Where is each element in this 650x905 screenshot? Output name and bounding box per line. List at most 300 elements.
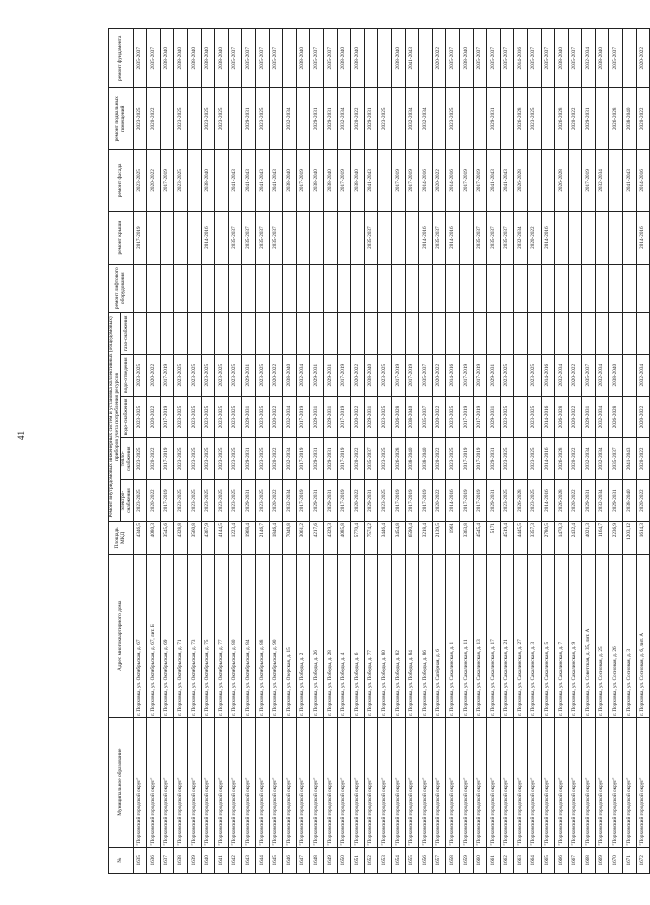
- foundation-cell: 2038-2040: [351, 29, 365, 89]
- foundation-cell: 2035-2037: [473, 29, 487, 89]
- vodo-cell: 2029-2031: [582, 396, 596, 438]
- address-cell: г. Порховка, ул. Сакалинская, д. 9: [568, 554, 582, 717]
- vodo-cell: 2023-2025: [378, 396, 392, 438]
- table-row: [432, 29, 446, 874]
- vodo-cell: 2020-2022: [269, 396, 283, 438]
- foundation-cell: [623, 29, 637, 89]
- address-cell: г. Порховка, ул. Октябрьская, д. 67: [133, 554, 147, 717]
- table-row: [514, 29, 528, 874]
- facade-cell: 2020-2022: [147, 150, 161, 212]
- foundation-cell: 2038-2040: [188, 29, 202, 89]
- lift-cell: [160, 264, 174, 312]
- address-cell: г. Порховка, ул. Октябрьская, д. 90: [269, 554, 283, 717]
- roof-cell: [188, 211, 202, 264]
- electro-cell: 2029-2031: [487, 480, 501, 522]
- teplo-cell: 2029-2031: [487, 438, 501, 480]
- address-cell: г. Порховка, ул. Сакалинская, д. 3: [527, 554, 541, 717]
- basement-cell: [296, 88, 310, 150]
- area-cell: 4519,4: [500, 521, 514, 554]
- foundation-cell: 2038-2040: [215, 29, 229, 89]
- header-roof: ремонт крыши: [109, 211, 134, 264]
- area-cell: 4217,6: [310, 521, 324, 554]
- vodo-cell: [514, 396, 528, 438]
- vodootv-cell: 2014-2016: [541, 354, 555, 396]
- rotated-table-container: [108, 28, 646, 874]
- roof-cell: [283, 211, 297, 264]
- teplo-cell: 2023-2025: [256, 438, 270, 480]
- address-cell: г. Порховка, ул. Октябрьская, д. 69: [160, 554, 174, 717]
- vodootv-cell: 2017-2019: [473, 354, 487, 396]
- facade-cell: 2014-2016: [636, 150, 650, 212]
- teplo-cell: 2023-2025: [228, 438, 242, 480]
- teplo-cell: 2032-2034: [283, 438, 297, 480]
- lift-cell: [500, 264, 514, 312]
- teplo-cell: 2023-2025: [378, 438, 392, 480]
- vodo-cell: 2023-2025: [500, 396, 514, 438]
- area-cell: 4080,3: [147, 521, 161, 554]
- electro-cell: 2029-2031: [609, 480, 623, 522]
- facade-cell: 2041-2043: [500, 150, 514, 212]
- table-row: [500, 29, 514, 874]
- lift-cell: [595, 264, 609, 312]
- address-cell: г. Порховка, ул. Октябрьская, д. 80: [228, 554, 242, 717]
- facade-cell: 2041-2043: [364, 150, 378, 212]
- electro-cell: 2023-2025: [228, 480, 242, 522]
- foundation-cell: [364, 29, 378, 89]
- foundation-cell: [419, 29, 433, 89]
- vodootv-cell: 2020-2022: [351, 354, 365, 396]
- lift-cell: [541, 264, 555, 312]
- basement-cell: 2020-2022: [147, 88, 161, 150]
- gazo-cell: [201, 312, 215, 354]
- municipality-cell: "Порховский городской округ": [351, 717, 365, 847]
- area-cell: 4545,4: [473, 521, 487, 554]
- roof-cell: 2035-2037: [432, 211, 446, 264]
- facade-cell: 2023-2025: [174, 150, 188, 212]
- teplo-cell: 2017-2019: [337, 438, 351, 480]
- facade-cell: 2017-2019: [459, 150, 473, 212]
- address-cell: г. Порховка, ул. Победы, д. 26: [310, 554, 324, 717]
- teplo-cell: 2020-2022: [636, 438, 650, 480]
- facade-cell: 2038-2040: [283, 150, 297, 212]
- lift-cell: [174, 264, 188, 312]
- roof-cell: 2014-2016: [419, 211, 433, 264]
- lift-cell: [473, 264, 487, 312]
- foundation-cell: 2035-2037: [256, 29, 270, 89]
- area-cell: 5171: [487, 521, 501, 554]
- facade-cell: [541, 150, 555, 212]
- row-number: 1665: [541, 847, 555, 873]
- row-number: 1668: [582, 847, 596, 873]
- area-cell: 3218,4: [419, 521, 433, 554]
- address-cell: г. Порховка, ул. Победы, д. 84: [405, 554, 419, 717]
- area-cell: 4346,5: [133, 521, 147, 554]
- table-row: [174, 29, 188, 874]
- row-number: 1671: [623, 847, 637, 873]
- gazo-cell: [568, 312, 582, 354]
- electro-cell: 2017-2019: [459, 480, 473, 522]
- municipality-cell: "Порховский городской округ": [174, 717, 188, 847]
- gazo-cell: [636, 312, 650, 354]
- facade-cell: 2041-2043: [487, 150, 501, 212]
- table-row: [487, 29, 501, 874]
- electro-cell: 2023-2025: [256, 480, 270, 522]
- roof-cell: [160, 211, 174, 264]
- teplo-cell: 2020-2022: [269, 438, 283, 480]
- address-cell: г. Порховка, ул. Октябрьская, д. 71: [174, 554, 188, 717]
- vodo-cell: 2023-2025: [201, 396, 215, 438]
- municipality-cell: "Порховский городской округ": [541, 717, 555, 847]
- vodootv-cell: [514, 354, 528, 396]
- area-cell: 4085,8: [337, 521, 351, 554]
- roof-cell: [296, 211, 310, 264]
- vodootv-cell: 2020-2022: [269, 354, 283, 396]
- municipality-cell: "Порховский городской округ": [487, 717, 501, 847]
- electro-cell: 2038-2040: [623, 480, 637, 522]
- basement-cell: [391, 88, 405, 150]
- row-number: 1661: [487, 847, 501, 873]
- area-cell: 5770,4: [351, 521, 365, 554]
- teplo-cell: 2032-2034: [595, 438, 609, 480]
- row-number: 1654: [391, 847, 405, 873]
- facade-cell: 2041-2043: [256, 150, 270, 212]
- row-number: 1638: [174, 847, 188, 873]
- teplo-cell: 2014-2016: [541, 438, 555, 480]
- foundation-cell: 2035-2037: [310, 29, 324, 89]
- foundation-cell: 2035-2037: [228, 29, 242, 89]
- vodo-cell: 2023-2025: [188, 396, 202, 438]
- teplo-cell: 2023-2025: [174, 438, 188, 480]
- row-number: 1663: [514, 847, 528, 873]
- gazo-cell: [446, 312, 460, 354]
- area-cell: 3446,4: [378, 521, 392, 554]
- roof-cell: 2017-2019: [133, 211, 147, 264]
- table-row: [160, 29, 174, 874]
- municipality-cell: "Порховский городской округ": [623, 717, 637, 847]
- area-cell: 1961: [446, 521, 460, 554]
- foundation-cell: [378, 29, 392, 89]
- lift-cell: [432, 264, 446, 312]
- basement-cell: 2026-2028: [555, 88, 569, 150]
- basement-cell: 2032-2034: [337, 88, 351, 150]
- electro-cell: 2017-2019: [337, 480, 351, 522]
- gazo-cell: [215, 312, 229, 354]
- lift-cell: [419, 264, 433, 312]
- basement-cell: 2029-2031: [487, 88, 501, 150]
- area-cell: 1968,4: [242, 521, 256, 554]
- vodootv-cell: 2023-2025: [133, 354, 147, 396]
- table-row: [582, 29, 596, 874]
- row-number: 1660: [473, 847, 487, 873]
- table-row: [473, 29, 487, 874]
- vodo-cell: 2029-2031: [364, 396, 378, 438]
- electro-cell: 2023-2025: [188, 480, 202, 522]
- vodo-cell: 2017-2019: [337, 396, 351, 438]
- foundation-cell: 2038-2040: [174, 29, 188, 89]
- roof-cell: 2014-2016: [446, 211, 460, 264]
- facade-cell: 2017-2019: [296, 150, 310, 212]
- vodootv-cell: 2029-2031: [242, 354, 256, 396]
- area-cell: 1614,3: [636, 521, 650, 554]
- table-header: [109, 29, 134, 874]
- facade-cell: 2041-2043: [228, 150, 242, 212]
- area-cell: 3560,8: [188, 521, 202, 554]
- teplo-cell: 2020-2022: [351, 438, 365, 480]
- electro-cell: 2020-2022: [147, 480, 161, 522]
- address-cell: г. Порховка, ул. Победы, д. 77: [364, 554, 378, 717]
- vodo-cell: 2020-2022: [432, 396, 446, 438]
- table-row: [446, 29, 460, 874]
- lift-cell: [337, 264, 351, 312]
- lift-cell: [364, 264, 378, 312]
- teplo-cell: 2023-2025: [500, 438, 514, 480]
- facade-cell: 2017-2019: [391, 150, 405, 212]
- row-number: 1642: [228, 847, 242, 873]
- basement-cell: 2023-2025: [378, 88, 392, 150]
- vodo-cell: 2026-2028: [555, 396, 569, 438]
- table-row: [296, 29, 310, 874]
- address-cell: г. Порховка, ул. Сакалинская, д. 17: [487, 554, 501, 717]
- basement-cell: [228, 88, 242, 150]
- row-number: 1664: [527, 847, 541, 873]
- address-cell: г. Порховка, ул. Сосновая, д. 26: [609, 554, 623, 717]
- roof-cell: [582, 211, 596, 264]
- roof-cell: [391, 211, 405, 264]
- lift-cell: [269, 264, 283, 312]
- table-row: [636, 29, 650, 874]
- gazo-cell: [555, 312, 569, 354]
- electro-cell: 2020-2022: [568, 480, 582, 522]
- lift-cell: [609, 264, 623, 312]
- area-cell: 1223,4: [228, 521, 242, 554]
- municipality-cell: "Порховский городской округ": [514, 717, 528, 847]
- municipality-cell: "Порховский городской округ": [364, 717, 378, 847]
- teplo-cell: 2029-2031: [324, 438, 338, 480]
- foundation-cell: 2035-2037: [568, 29, 582, 89]
- electro-cell: 2023-2025: [215, 480, 229, 522]
- vodootv-cell: 2017-2019: [391, 354, 405, 396]
- teplo-cell: 2038-2040: [405, 438, 419, 480]
- vodo-cell: 2023-2025: [256, 396, 270, 438]
- teplo-cell: 2017-2019: [160, 438, 174, 480]
- teplo-cell: 2038-2040: [419, 438, 433, 480]
- address-cell: г. Порховка, ул. Победы, д. 80: [378, 554, 392, 717]
- vodootv-cell: 2035-2037: [419, 354, 433, 396]
- vodootv-cell: 2023-2025: [201, 354, 215, 396]
- facade-cell: [609, 150, 623, 212]
- municipality-cell: "Порховский городской округ": [296, 717, 310, 847]
- vodo-cell: 2020-2022: [568, 396, 582, 438]
- gazo-cell: [487, 312, 501, 354]
- basement-cell: 2020-2022: [568, 88, 582, 150]
- vodootv-cell: 2038-2040: [609, 354, 623, 396]
- area-cell: 1203,12: [623, 521, 637, 554]
- facade-cell: 2041-2043: [242, 150, 256, 212]
- area-cell: 4329,3: [324, 521, 338, 554]
- teplo-cell: 2023-2025: [446, 438, 460, 480]
- electro-cell: 2029-2031: [310, 480, 324, 522]
- lift-cell: [351, 264, 365, 312]
- table-row: [541, 29, 555, 874]
- vodo-cell: 2029-2031: [324, 396, 338, 438]
- vodootv-cell: 2023-2025: [228, 354, 242, 396]
- teplo-cell: 2035-2037: [364, 438, 378, 480]
- address-cell: г. Порховка, ул. Сосновая, д. 3: [623, 554, 637, 717]
- municipality-cell: "Порховский городской округ": [133, 717, 147, 847]
- municipality-cell: "Порховский городской округ": [215, 717, 229, 847]
- basement-cell: 2029-2031: [364, 88, 378, 150]
- electro-cell: 2032-2034: [283, 480, 297, 522]
- row-number: 1647: [296, 847, 310, 873]
- vodootv-cell: 2023-2025: [256, 354, 270, 396]
- row-number: 1659: [459, 847, 473, 873]
- area-cell: 3545,6: [160, 521, 174, 554]
- teplo-cell: 2026-2028: [391, 438, 405, 480]
- address-cell: г. Порховка, ул. Октябрьская, д. 84: [242, 554, 256, 717]
- teplo-cell: 2041-2043: [623, 438, 637, 480]
- row-number: 1639: [188, 847, 202, 873]
- vodootv-cell: 2020-2022: [147, 354, 161, 396]
- header-electro: электро-снабжения: [121, 480, 133, 522]
- vodootv-cell: 2023-2025: [378, 354, 392, 396]
- row-number: 1645: [269, 847, 283, 873]
- table-row: [324, 29, 338, 874]
- gazo-cell: [378, 312, 392, 354]
- header-facade: ремонт фасада: [109, 150, 134, 212]
- foundation-cell: 2035-2037: [487, 29, 501, 89]
- row-number: 1652: [364, 847, 378, 873]
- header-lift: ремонт лифтового оборудования: [109, 264, 134, 312]
- area-cell: 2432,4: [568, 521, 582, 554]
- address-cell: г. Порховка, ул. Сосновая, д. 6, лит. А: [636, 554, 650, 717]
- basement-cell: 2020-2022: [636, 88, 650, 150]
- foundation-cell: 2041-2043: [405, 29, 419, 89]
- basement-cell: [160, 88, 174, 150]
- gazo-cell: [310, 312, 324, 354]
- roof-cell: 2035-2037: [487, 211, 501, 264]
- lift-cell: [256, 264, 270, 312]
- vodo-cell: 2017-2019: [459, 396, 473, 438]
- teplo-cell: 2023-2025: [527, 438, 541, 480]
- municipality-cell: "Порховский городской округ": [568, 717, 582, 847]
- area-cell: 4367,9: [201, 521, 215, 554]
- foundation-cell: 2038-2040: [391, 29, 405, 89]
- table-row: [256, 29, 270, 874]
- row-number: 1648: [310, 847, 324, 873]
- basement-cell: [473, 88, 487, 150]
- repair-schedule-table: [108, 28, 650, 874]
- teplo-cell: 2020-2022: [568, 438, 582, 480]
- table-row: [364, 29, 378, 874]
- gazo-cell: [242, 312, 256, 354]
- vodo-cell: 2023-2025: [527, 396, 541, 438]
- lift-cell: [514, 264, 528, 312]
- roof-cell: 2020-2022: [527, 211, 541, 264]
- roof-cell: [215, 211, 229, 264]
- row-number: 1657: [432, 847, 446, 873]
- header-municipality: Муниципальное образование: [109, 717, 134, 847]
- teplo-cell: 2020-2022: [147, 438, 161, 480]
- teplo-cell: 2029-2031: [242, 438, 256, 480]
- roof-cell: [459, 211, 473, 264]
- lift-cell: [188, 264, 202, 312]
- electro-cell: 2017-2019: [419, 480, 433, 522]
- lift-cell: [446, 264, 460, 312]
- electro-cell: 2023-2025: [527, 480, 541, 522]
- gazo-cell: [623, 312, 637, 354]
- address-cell: г. Порховка, ул. Победы, д. 28: [324, 554, 338, 717]
- municipality-cell: "Порховский городской округ": [555, 717, 569, 847]
- area-cell: 7574,2: [364, 521, 378, 554]
- gazo-cell: [364, 312, 378, 354]
- area-cell: 4328,8: [174, 521, 188, 554]
- municipality-cell: "Порховский городской округ": [283, 717, 297, 847]
- facade-cell: 2017-2019: [405, 150, 419, 212]
- electro-cell: 2023-2025: [174, 480, 188, 522]
- row-number: 1653: [378, 847, 392, 873]
- teplo-cell: [514, 438, 528, 480]
- table-row: [419, 29, 433, 874]
- facade-cell: 2014-2016: [419, 150, 433, 212]
- address-cell: г. Порховка, ул. Сакалинская, д. 13: [473, 554, 487, 717]
- vodootv-cell: 2032-2034: [595, 354, 609, 396]
- vodootv-cell: 2023-2025: [215, 354, 229, 396]
- vodo-cell: 2017-2019: [473, 396, 487, 438]
- electro-cell: 2032-2034: [595, 480, 609, 522]
- facade-cell: 2014-2016: [446, 150, 460, 212]
- foundation-cell: 2038-2040: [296, 29, 310, 89]
- vodootv-cell: 2029-2031: [324, 354, 338, 396]
- vodo-cell: [623, 396, 637, 438]
- municipality-cell: "Порховский городской округ": [405, 717, 419, 847]
- gazo-cell: [269, 312, 283, 354]
- area-cell: 4021,3: [582, 521, 596, 554]
- roof-cell: [324, 211, 338, 264]
- facade-cell: 2026-2028: [514, 150, 528, 212]
- table-row: [310, 29, 324, 874]
- vodootv-cell: 2023-2025: [174, 354, 188, 396]
- facade-cell: 2032-2034: [595, 150, 609, 212]
- basement-cell: 2023-2025: [133, 88, 147, 150]
- gazo-cell: [256, 312, 270, 354]
- vodo-cell: 2038-2040: [405, 396, 419, 438]
- vodootv-cell: 2017-2019: [337, 354, 351, 396]
- header-vodootv: водо-отведения: [121, 354, 133, 396]
- basement-cell: 2026-2028: [609, 88, 623, 150]
- vodo-cell: 2026-2028: [391, 396, 405, 438]
- basement-cell: 2038-2040: [623, 88, 637, 150]
- header-teplo: тепло-снабжения: [121, 438, 133, 480]
- teplo-cell: 2017-2019: [473, 438, 487, 480]
- vodootv-cell: 2035-2037: [582, 354, 596, 396]
- basement-cell: [595, 88, 609, 150]
- gazo-cell: [160, 312, 174, 354]
- basement-cell: [432, 88, 446, 150]
- basement-cell: [269, 88, 283, 150]
- gazo-cell: [283, 312, 297, 354]
- lift-cell: [378, 264, 392, 312]
- address-cell: г. Порховка, ул. Победы, д. 82: [391, 554, 405, 717]
- lift-cell: [324, 264, 338, 312]
- address-cell: г. Порховка, ул. Советская, д. 35, лит. А: [582, 554, 596, 717]
- facade-cell: 2017-2019: [582, 150, 596, 212]
- municipality-cell: "Порховский городской округ": [269, 717, 283, 847]
- vodo-cell: 2020-2022: [351, 396, 365, 438]
- area-cell: 2780,5: [541, 521, 555, 554]
- row-number: 1635: [133, 847, 147, 873]
- row-number: 1666: [555, 847, 569, 873]
- foundation-cell: 2032-2034: [582, 29, 596, 89]
